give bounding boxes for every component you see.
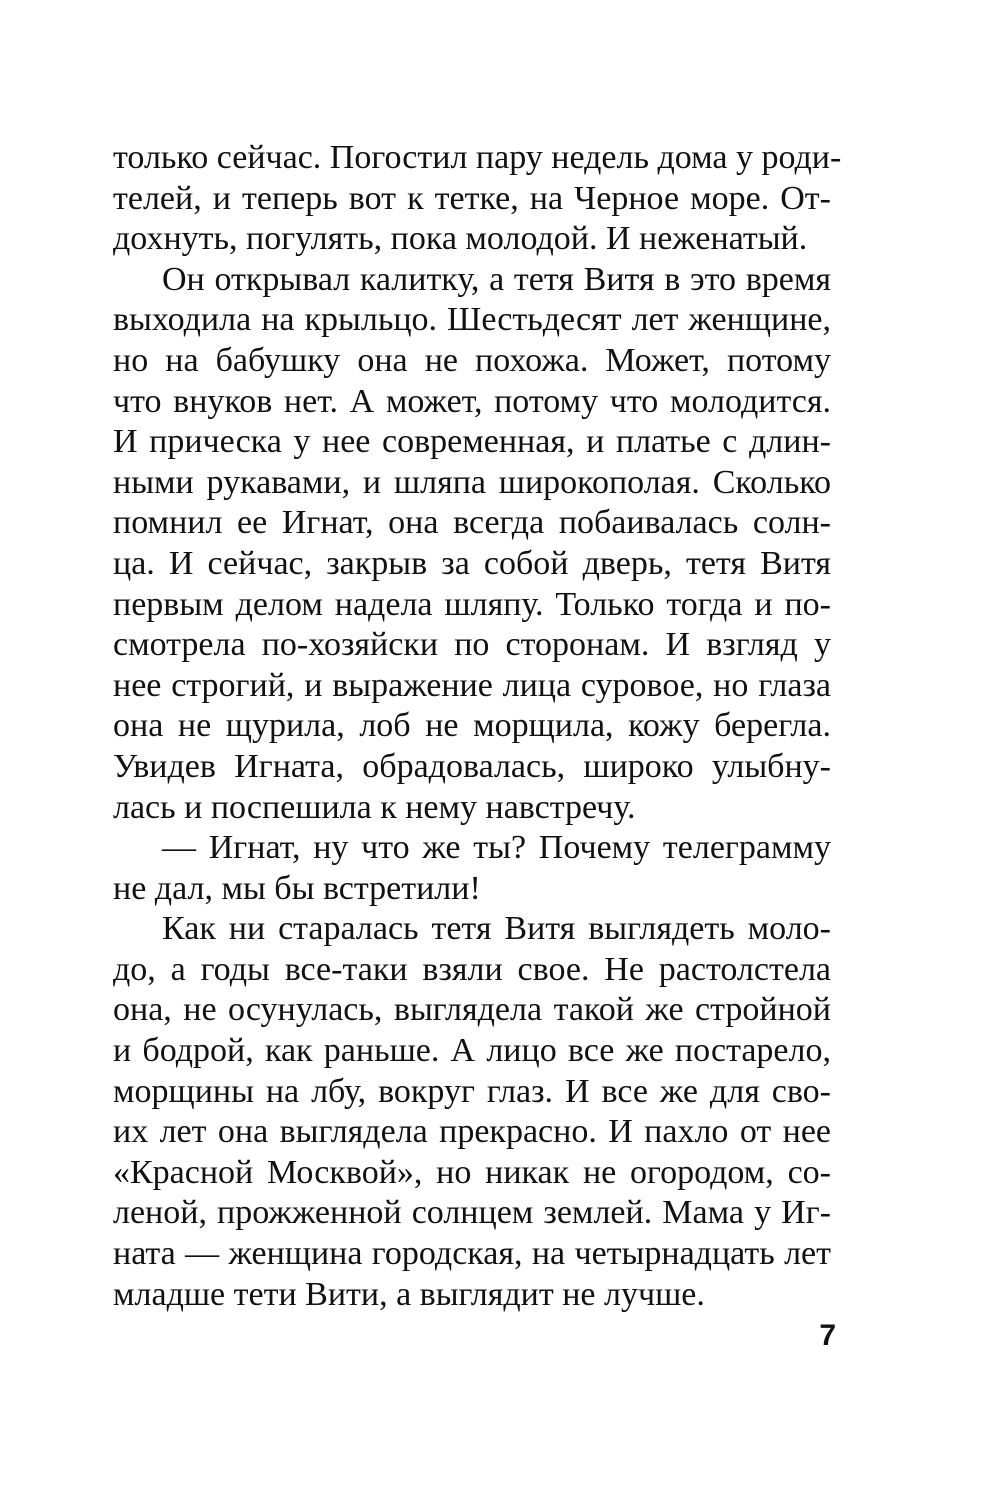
text-line: но на бабушку она не похожа. Может, потому: [113, 341, 831, 379]
text-line: Увидев Игната, обрадовалась, широко улыбну-: [113, 747, 831, 785]
page-body-text: [113, 138, 842, 1315]
text-line: она, не осунулась, выглядела такой же стройной: [113, 991, 831, 1029]
text-line: телей, и теперь вот к тетке, на Черное море. От-: [113, 179, 831, 217]
text-line: «Красной Москвой», но никак не огородом, со-: [113, 1153, 831, 1191]
text-line: дохнуть, погулять, пока молодой. И неженатый.: [113, 220, 808, 258]
text-line: она не щурила, лоб не морщила, кожу берегла.: [113, 707, 831, 745]
text-line: до, а годы все-таки взяли свое. Не растолстела: [113, 950, 831, 988]
text-line: Он открывал калитку, а тетя Витя в это время: [162, 260, 831, 298]
text-line: нее строгий, и выражение лица суровое, но глаза: [113, 666, 831, 704]
text-line: — Игнат, ну что же ты? Почему телеграмму: [162, 829, 831, 867]
text-line: смотрела по-хозяйски по сторонам. И взгляд у: [113, 626, 831, 664]
text-line: младше тети Вити, а выглядит не лучше.: [113, 1275, 705, 1313]
text-line: выходила на крыльцо. Шестьдесят лет женщине,: [113, 301, 831, 339]
text-line: их лет она выглядела прекрасно. И пахло от нее: [113, 1113, 831, 1151]
text-line: И прическа у нее современная, и платье с длин-: [113, 423, 831, 461]
text-line: первым делом надела шляпу. Только тогда и по-: [113, 585, 831, 623]
text-line: что внуков нет. А может, потому что молодится.: [113, 382, 831, 420]
text-line: помнил ее Игнат, она всегда побаивалась солн-: [113, 504, 831, 542]
text-line: леной, прожженной солнцем землей. Мама у Иг-: [113, 1194, 831, 1232]
text-line: Как ни старалась тетя Витя выглядеть моло-: [162, 910, 831, 948]
text-line: ными рукавами, и шляпа широкополая. Сколько: [113, 463, 831, 501]
text-line: ната — женщина городская, на четырнадцать лет: [113, 1235, 831, 1273]
text-line: только сейчас. Погостил пару недель дома у роди-: [113, 139, 842, 176]
text-line: не дал, мы бы встретили!: [113, 869, 481, 907]
text-line: лась и поспешила к нему навстречу.: [113, 788, 636, 826]
text-line: ца. И сейчас, закрыв за собой дверь, тетя Витя: [113, 544, 831, 582]
page-number: 7: [819, 1319, 836, 1352]
text-line: морщины на лбу, вокруг глаз. И все же для сво-: [113, 1072, 831, 1110]
text-line: и бодрой, как раньше. А лицо все же постарело,: [113, 1032, 831, 1070]
